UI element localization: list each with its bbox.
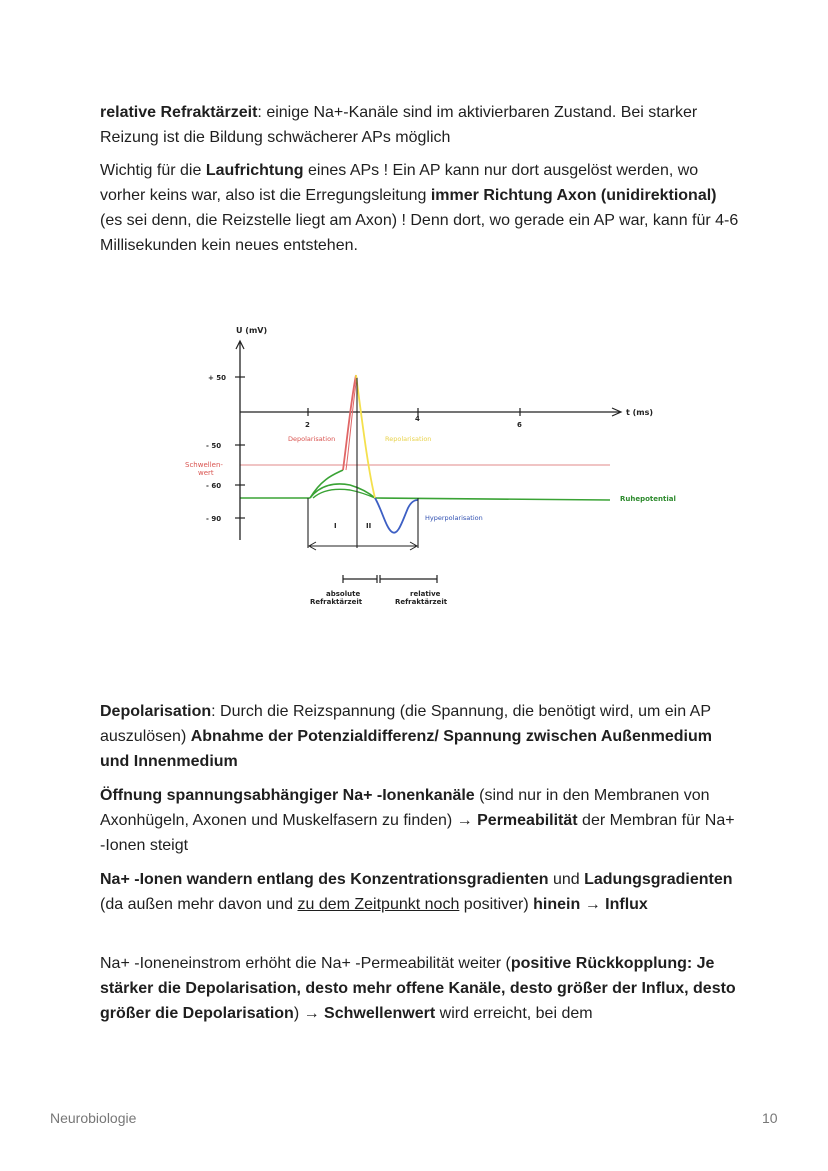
depolarisation-curve-outline xyxy=(346,377,357,470)
paragraph-depolarisation: Depolarisation: Durch die Reizspannung (die Spannung, die benötigt wird, um ein AP auszulösen) Abnahme der Potenzialdifferenz/ Spannung zwischen Außenmedium und Innenmedium xyxy=(100,703,712,770)
repolarisation-label: Repolarisation xyxy=(385,435,432,443)
y-tick-label-50: + 50 xyxy=(208,374,227,382)
paragraph-direction: Wichtig für die Laufrichtung eines APs ! Ein AP kann nur dort ausgelöst werden, wo vorher keins war, also ist die Erregungsleitung immer Richtung Axon (unidirektional) (es sei denn, die Reizstelle liegt am Axon) ! Denn dort, wo gerade ein AP war, kann für 4-6 Millisekunden kein neues entstehen. xyxy=(100,162,739,254)
x-tick-label-4: 4 xyxy=(415,415,420,423)
term-relative-refractory: relative Refraktärzeit xyxy=(100,104,258,121)
threshold-label-1: Schwellen- xyxy=(185,461,223,469)
paragraph-feedback: Na+ -Ioneneinstrom erhöht die Na+ -Permeabilität weiter (positive Rückkopplung: Je stärker die Depolarisation, desto mehr offene Kanäle, desto größer der Influx, desto größer die Depolarisation) → Schwellenwert wird erreicht, bei dem xyxy=(100,955,736,1022)
paragraph-channel-opening: Öffnung spannungsabhängiger Na+ -Ionenkanäle (sind nur in den Membranen von Axonhügeln, Axonen und Muskelfasern zu finden) → Permeabilität der Membran für Na+ -Ionen steigt xyxy=(100,787,735,854)
y-tick-label-minus90: - 90 xyxy=(206,515,222,523)
repolarisation-curve xyxy=(356,375,375,498)
x-tick-label-2: 2 xyxy=(305,421,310,429)
phase-2-label: II xyxy=(366,522,372,530)
relative-refractory-label-1: relative xyxy=(410,590,441,598)
depolarisation-curve xyxy=(343,375,356,470)
y-axis-label: U (mV) xyxy=(236,326,268,335)
resting-potential-line xyxy=(240,498,610,500)
hyperpolarisation-label: Hyperpolarisation xyxy=(425,514,483,522)
x-tick-label-6: 6 xyxy=(517,421,522,429)
relative-refractory-label-2: Refraktärzeit xyxy=(395,598,448,606)
threshold-label-2: wert xyxy=(198,469,214,477)
subthreshold-curve-2 xyxy=(313,489,375,498)
absolute-refractory-label-2: Refraktärzeit xyxy=(310,598,363,606)
footer-page-number: 10 xyxy=(762,1110,778,1126)
y-tick-label-minus50: - 50 xyxy=(206,442,222,450)
x-axis-label: t (ms) xyxy=(626,408,654,417)
resting-potential-label: Ruhepotential xyxy=(620,495,676,503)
y-tick-label-minus60: - 60 xyxy=(206,482,222,490)
paragraph-relative-refractory: relative Refraktärzeit: einige Na+-Kanäle sind im aktivierbaren Zustand. Bei starker Reizung ist die Bildung schwächerer APs möglich xyxy=(100,104,698,146)
hyperpolarisation-curve xyxy=(375,498,418,533)
paragraph-influx: Na+ -Ionen wandern entlang des Konzentrationsgradienten und Ladungsgradienten (da außen mehr davon und zu dem Zeitpunkt noch positiver) hinein → Influx xyxy=(100,871,733,913)
phase-1-label: I xyxy=(334,522,337,530)
footer-subject: Neurobiologie xyxy=(50,1110,137,1126)
absolute-refractory-label-1: absolute xyxy=(326,590,361,598)
depolarisation-label: Depolarisation xyxy=(288,435,336,443)
